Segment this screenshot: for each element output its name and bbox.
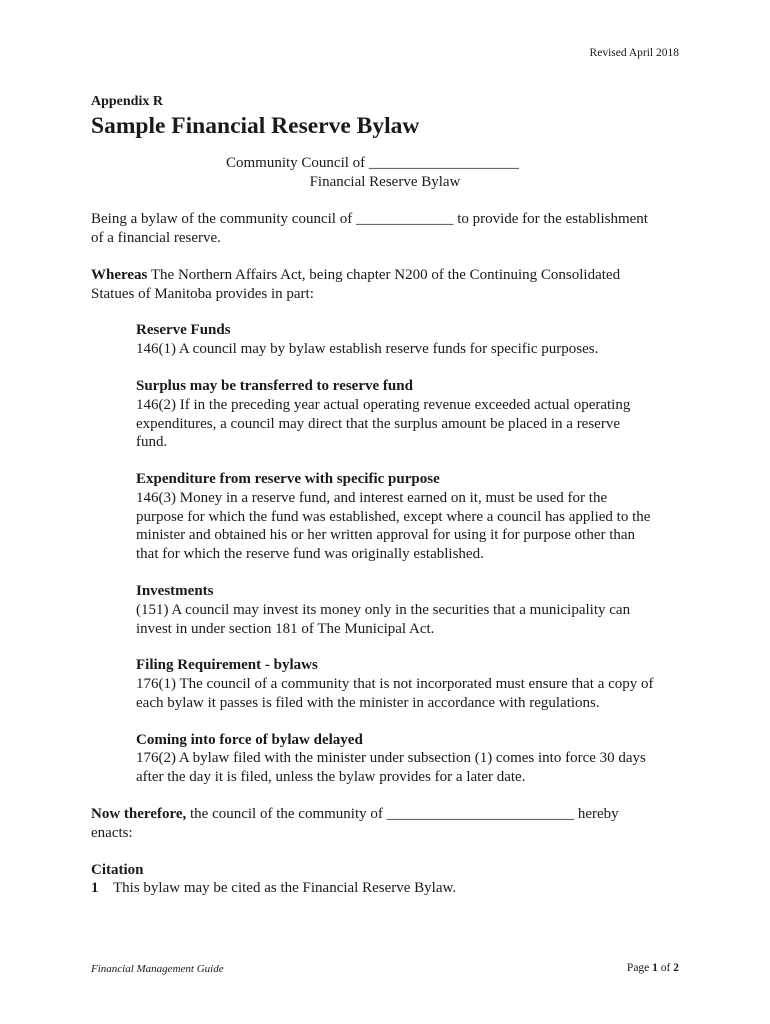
- page-prefix: Page: [626, 962, 653, 974]
- section-text-line: purpose for which the fund was established, except where a council has applied to the: [136, 509, 651, 525]
- section-heading-reserve-funds: Reserve Funds: [136, 322, 231, 338]
- section-text-line: expenditures, a council may direct that the surplus amount be placed in a reserve: [136, 416, 620, 432]
- section-text-line: that for which the reserve fund was originally established.: [136, 546, 484, 562]
- whereas-line-1-text: The Northern Affairs Act, being chapter N200 of the Continuing Consolidated: [147, 267, 621, 283]
- whereas-line-2: Statues of Manitoba provides in part:: [91, 286, 314, 302]
- page-title: Sample Financial Reserve Bylaw: [91, 113, 420, 139]
- section-heading-filing: Filing Requirement - bylaws: [136, 657, 318, 673]
- appendix-label: Appendix R: [91, 94, 163, 109]
- section-text-line: minister and obtained his or her written approval for using it for purpose other than: [136, 527, 636, 543]
- whereas-line-1: [91, 266, 620, 285]
- section-text-line: 146(2) If in the preceding year actual operating revenue exceeded actual operating: [136, 397, 631, 413]
- whereas-lead: Whereas: [91, 267, 148, 283]
- section-text-line: 176(1) The council of a community that is not incorporated must ensure that a copy of: [136, 676, 654, 692]
- community-council-line: Community Council of ____________________: [226, 155, 519, 171]
- section-heading-investments: Investments: [136, 583, 214, 599]
- section-heading-expenditure: Expenditure from reserve with specific purpose: [136, 471, 440, 487]
- citation-text: This bylaw may be cited as the Financial Reserve Bylaw.: [113, 880, 457, 896]
- page-current: 1: [652, 962, 658, 974]
- citation-number: 1: [91, 880, 99, 896]
- section-text-line: (151) A council may invest its money only in the securities that a municipality can: [136, 602, 631, 618]
- section-text-line: after the day it is filed, unless the bylaw provides for a later date.: [136, 769, 526, 785]
- section-text-line: each bylaw it passes is filed with the minister in accordance with regulations.: [136, 695, 600, 711]
- citation-heading: Citation: [91, 862, 144, 878]
- citation-clause: [91, 879, 456, 898]
- now-therefore-line-1-text: the council of the community of _________________________ hereby: [186, 806, 619, 822]
- section-text-line: invest in under section 181 of The Municipal Act.: [136, 621, 435, 637]
- footer-guide-name: Financial Management Guide: [91, 963, 224, 975]
- now-therefore-lead: Now therefore,: [91, 806, 187, 822]
- section-text-line: 176(2) A bylaw filed with the minister under subsection (1) comes into force 30 days: [136, 750, 646, 766]
- now-therefore-line-2: enacts:: [91, 825, 133, 841]
- intro-line-2: of a financial reserve.: [91, 230, 221, 246]
- now-therefore-line-1: [91, 805, 619, 824]
- page-number: [627, 962, 679, 974]
- section-text-line: fund.: [136, 434, 168, 450]
- section-heading-surplus: Surplus may be transferred to reserve fund: [136, 378, 413, 394]
- section-heading-coming-into-force: Coming into force of bylaw delayed: [136, 732, 363, 748]
- intro-line-1: Being a bylaw of the community council of _____________ to provide for the establishment: [91, 211, 648, 227]
- bylaw-name-line: Financial Reserve Bylaw: [309, 174, 461, 190]
- page-total: 2: [673, 962, 679, 974]
- section-text-line: 146(1) A council may by bylaw establish reserve funds for specific purposes.: [136, 341, 599, 357]
- section-text-line: 146(3) Money in a reserve fund, and interest earned on it, must be used for the: [136, 490, 608, 506]
- page-of: of: [657, 962, 674, 974]
- revised-date: Revised April 2018: [589, 47, 679, 59]
